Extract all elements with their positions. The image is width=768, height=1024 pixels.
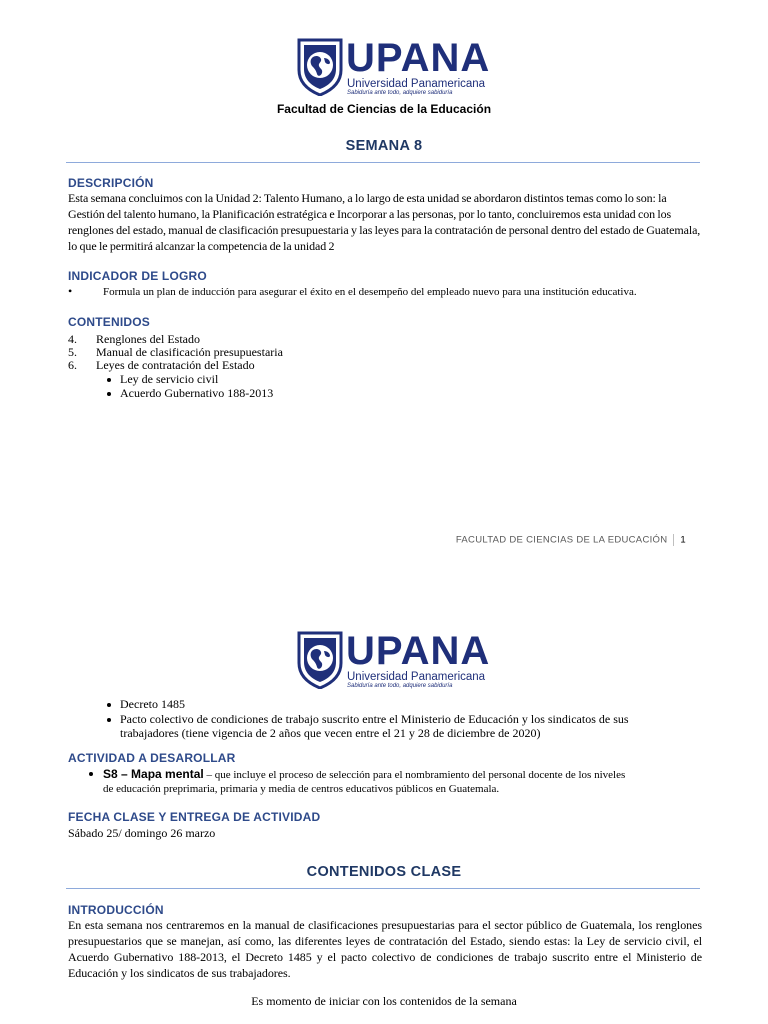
brand-motto: Sabiduría ante todo, adquiere sabiduría xyxy=(347,90,453,96)
contents-item-4: Renglones del Estado xyxy=(96,332,200,346)
description-heading: DESCRIPCIÓN xyxy=(68,176,154,190)
achievement-heading: INDICADOR DE LOGRO xyxy=(68,269,207,283)
subitem-bullet-icon xyxy=(107,392,111,396)
subitem-pact-cont: trabajadores (tiene vigencia de 2 años que vecen entre el 21 y 28 de diciembre de 2020) xyxy=(120,726,541,740)
activity-title: S8 – Mapa mental xyxy=(103,767,204,781)
footer-divider xyxy=(673,534,674,546)
footer-label: FACULTAD DE CIENCIAS DE LA EDUCACIÓN xyxy=(455,534,668,546)
achievement-item: Formula un plan de inducción para asegurar el éxito en el desempeño del empleado nuevo para una institución educativa. xyxy=(103,286,637,298)
week-title: SEMANA 8 xyxy=(345,138,423,154)
brand-motto: Sabiduría ante todo, adquiere sabiduría xyxy=(347,683,453,689)
page-number: 1 xyxy=(680,534,686,546)
brand-subtitle: Universidad Panamericana xyxy=(347,671,486,683)
upana-logo-page2 xyxy=(296,629,491,693)
brand-name: UPANA xyxy=(346,629,491,673)
contents-num-4: 4. xyxy=(68,332,77,346)
subitem-bullet-icon xyxy=(107,703,111,707)
activity-heading: ACTIVIDAD A DESAROLLAR xyxy=(68,751,236,765)
date-text: Sábado 25/ domingo 26 marzo xyxy=(68,826,216,840)
subitem-civil-service: Ley de servicio civil xyxy=(120,372,219,386)
subitem-decree: Decreto 1485 xyxy=(120,697,185,711)
activity-text: – que incluye el proceso de selección para el nombramiento del personal docente de los niveles xyxy=(203,769,626,781)
brand-name: UPANA xyxy=(346,36,491,80)
intro-heading: INTRODUCCIÓN xyxy=(68,903,164,917)
subitem-agreement: Acuerdo Gubernativo 188-2013 xyxy=(120,386,274,400)
faculty-title: Facultad de Ciencias de la Educación xyxy=(276,102,492,116)
subitem-bullet-icon xyxy=(107,378,111,382)
page-footer xyxy=(456,534,686,546)
upana-logo xyxy=(296,36,491,100)
intro-text: En esta semana nos centraremos en la manual de clasificaciones presupuestarias para el sector público de Guatemala, los renglones presupuestarios que se manejan, así como, las diferentes leyes de contratación del Estado, siendo estas: la Ley de servicio civil, el Acuerdo Gubernativo 188-2013, el Decreto 1485 y el pacto colectivo de condiciones de trabajo suscrito entre el Ministerio de Educación y los sindicatos de sus trabajadores. xyxy=(68,918,702,980)
title-rule xyxy=(66,162,700,163)
class-title-rule xyxy=(66,888,700,889)
activity-bullet-icon xyxy=(89,772,93,776)
subitem-bullet-icon xyxy=(107,718,111,722)
brand-subtitle: Universidad Panamericana xyxy=(347,78,486,90)
contents-item-5: Manual de clasificación presupuestaria xyxy=(96,345,283,359)
subitem-pact: Pacto colectivo de condiciones de trabajo suscrito entre el Ministerio de Educación y los sindicatos de sus xyxy=(120,712,629,726)
contents-item-6: Leyes de contratación del Estado xyxy=(96,358,255,372)
closing-text: Es momento de iniciar con los contenidos de la semana xyxy=(251,994,517,1008)
class-contents-title: CONTENIDOS CLASE xyxy=(306,864,462,880)
achievement-bullet: • xyxy=(68,284,73,298)
activity-line xyxy=(103,767,625,782)
university-shield-icon xyxy=(296,38,344,96)
contents-num-5: 5. xyxy=(68,345,77,359)
activity-text-cont: de educación preprimaria, primaria y media de centros educativos públicos en Guatemala. xyxy=(103,783,500,795)
date-heading: FECHA CLASE Y ENTREGA DE ACTIVIDAD xyxy=(68,810,321,824)
university-shield-icon xyxy=(296,631,344,689)
description-text: Esta semana concluimos con la Unidad 2: Talento Humano, a lo largo de esta unidad se abordaron distintos temas como lo son: la Gestión del talento humano, la Planificación estratégica e Incorporar a las personas, por lo tanto, concluiremos esta unidad con los renglones del estado, manual de clasificación presupuestaria y las leyes para la contratación de personal dentro del estado de Guatemala, lo que le permitirá alcanzar la competencia de la unidad 2 xyxy=(68,191,701,253)
contents-num-6: 6. xyxy=(68,358,77,372)
contents-heading: CONTENIDOS xyxy=(68,315,151,329)
